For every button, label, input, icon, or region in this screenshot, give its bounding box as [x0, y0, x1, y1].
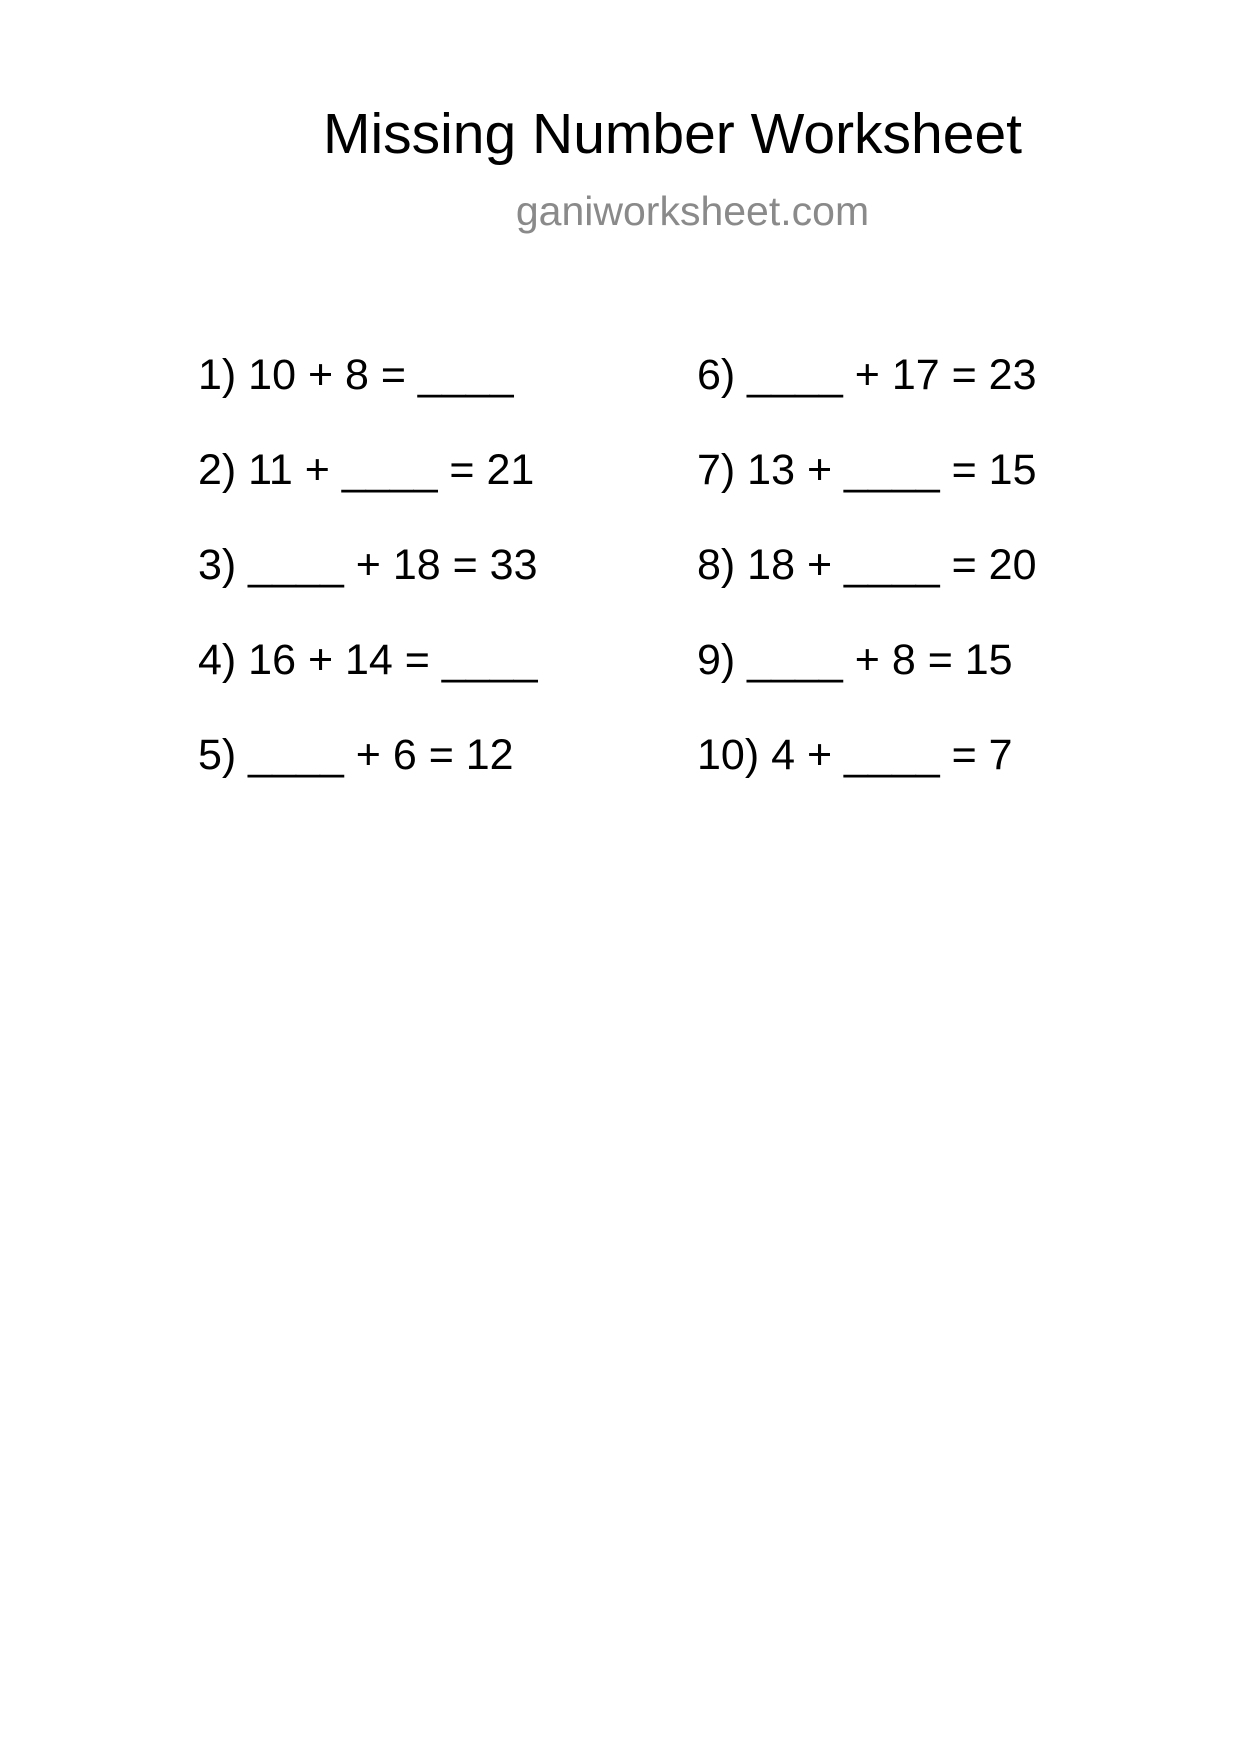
problem-2: 2) 11 + ____ = 21	[198, 446, 535, 494]
problem-6: 6) ____ + 17 = 23	[697, 351, 1037, 399]
problem-9: 9) ____ + 8 = 15	[697, 636, 1013, 684]
source-url: ganiworksheet.com	[515, 188, 870, 234]
problem-column-right	[697, 350, 1037, 825]
problem-4: 4) 16 + 14 = ____	[198, 636, 538, 684]
problem-column-left	[198, 350, 538, 825]
problem-grid	[0, 350, 1240, 810]
page-title: Missing Number Worksheet	[322, 102, 1022, 166]
problem-10: 10) 4 + ____ = 7	[697, 731, 1013, 779]
problem-7: 7) 13 + ____ = 15	[697, 446, 1037, 494]
problem-5: 5) ____ + 6 = 12	[198, 731, 514, 779]
problem-8: 8) 18 + ____ = 20	[697, 541, 1037, 589]
problem-3: 3) ____ + 18 = 33	[198, 541, 538, 589]
problem-1: 1) 10 + 8 = ____	[198, 351, 514, 399]
